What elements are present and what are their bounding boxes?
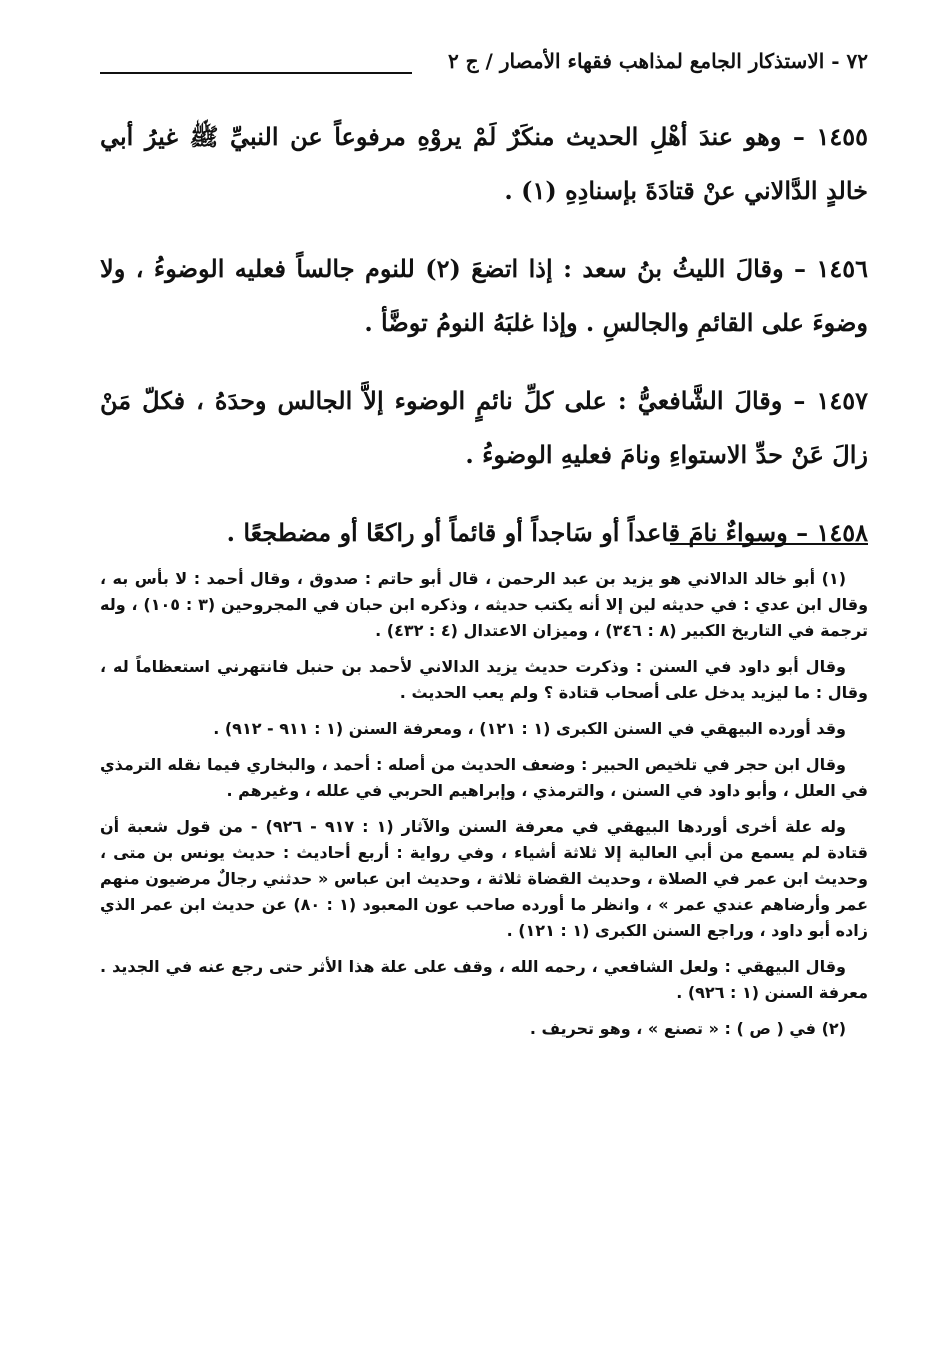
running-title: ٧٢ - الاستذكار الجامع لمذاهب فقهاء الأمصار / ج ٢ — [447, 49, 868, 73]
paragraph-1457 — [100, 374, 868, 482]
paragraph-text: – وهو عندَ أهْلِ الحديث منكَرٌ لَمْ يروْهِ مرفوعاً عن النبيِّ ﷺ غيرُ أبي خالدٍ الدَّالاني عنْ قتادَةَ بإسنادِهِ (١) . — [100, 122, 868, 205]
footnote-separator — [670, 543, 868, 545]
footnotes — [100, 566, 868, 1052]
paragraph-1456 — [100, 242, 868, 350]
paragraph-text: – وقالَ الليثُ بنُ سعد : إذا اتضعَ (٢) للنوم جالساً فعليه الوضوءُ ، ولا وضوءَ على القائمِ والجالسِ . وإذا غلبَهُ النومُ توضَّأ . — [100, 254, 868, 337]
paragraph-number: ١٤٥٦ — [816, 254, 869, 283]
paragraph-text: – وقالَ الشَّافعيُّ : على كلِّ نائمٍ الوضوء إلاَّ الجالس وحدَهُ ، فكلّ مَنْ زالَ عَنْ حدِّ الاستواءِ ونامَ فعليهِ الوضوءُ . — [100, 386, 868, 469]
paragraph-1458 — [100, 506, 868, 560]
footnote-1-ibn-hajar: وقال ابن حجر في تلخيص الحبير : وضعف الحديث من أصله : أحمد ، والبخاري فيما نقله الترمذي في العلل ، وأبو داود في السنن ، والترمذي ، وإبراهيم الحربي في علله ، وغيرهم . — [100, 755, 868, 800]
footnote-1-other-defect: وله علة أخرى أوردها البيهقي في معرفة السنن والآثار (١ : ٩١٧ - ٩٢٦) - من قول شعبة أن قتادة لم يسمع من أبي العالية إلا ثلاثة أشياء ، وفي رواية : أربع أحاديث : حديث يونس بن متى ، وحديث ابن عمر في الصلاة ، وحديث القضاة ثلاثة ، وحديث ابن عباس « حدثني رجالٌ مرضيون منهم عمر وأرضاهم عندي عمر » ، وانظر ما أورده صاحب عون المعبود (١ : ٨٠) عن حديث ابن عمر الذي زاده أبو داود ، وراجع السنن الكبرى (١ : ١٢١) . — [100, 817, 869, 940]
paragraph-1455 — [100, 110, 868, 218]
paragraph-number: ١٤٥٨ — [816, 518, 868, 547]
paragraph-text: – وسواءٌ نامَ قاعداً أو سَاجداً أو قائماً أو راكعًا أو مضطجعًا . — [226, 518, 809, 547]
footnote-2: (٢) في ( ص ) : « تصنع » ، وهو تحريف . — [529, 1019, 846, 1038]
paragraph-number: ١٤٥٧ — [816, 386, 868, 415]
main-text — [100, 110, 868, 584]
paragraph-number: ١٤٥٥ — [816, 122, 868, 151]
header-rule — [100, 72, 412, 74]
page-header — [100, 48, 868, 80]
footnote-1-bayhaqi-shafii: وقال البيهقي : ولعل الشافعي ، رحمه الله ، وقف على علة هذا الأثر حتى رجع عنه في الجديد . معرفة السنن (١ : ٩٢٦) . — [100, 957, 868, 1002]
footnote-1-abu-dawud: وقال أبو داود في السنن : وذكرت حديث يزيد الدالاني لأحمد بن حنبل فانتهرني استعظاماً له ، وقال : ما ليزيد يدخل على أصحاب قتادة ؟ ولم يعب الحديث . — [100, 657, 868, 702]
footnote-1-bayhaqi: وقد أورده البيهقي في السنن الكبرى (١ : ١٢١) ، ومعرفة السنن (١ : ٩١١ - ٩١٢) . — [213, 719, 846, 738]
footnote-1: (١) أبو خالد الدالاني هو يزيد بن عبد الرحمن ، قال أبو حاتم : صدوق ، وقال أحمد : لا بأس به ، وقال ابن عدي : في حديثه لين إلا أنه يكتب حديثه ، وذكره ابن حبان في المجروحين (٣ : ١٠٥) ، وله ترجمة في التاريخ الكبير (٨ : ٣٤٦) ، وميزان الاعتدال (٤ : ٤٣٢) . — [100, 569, 869, 640]
